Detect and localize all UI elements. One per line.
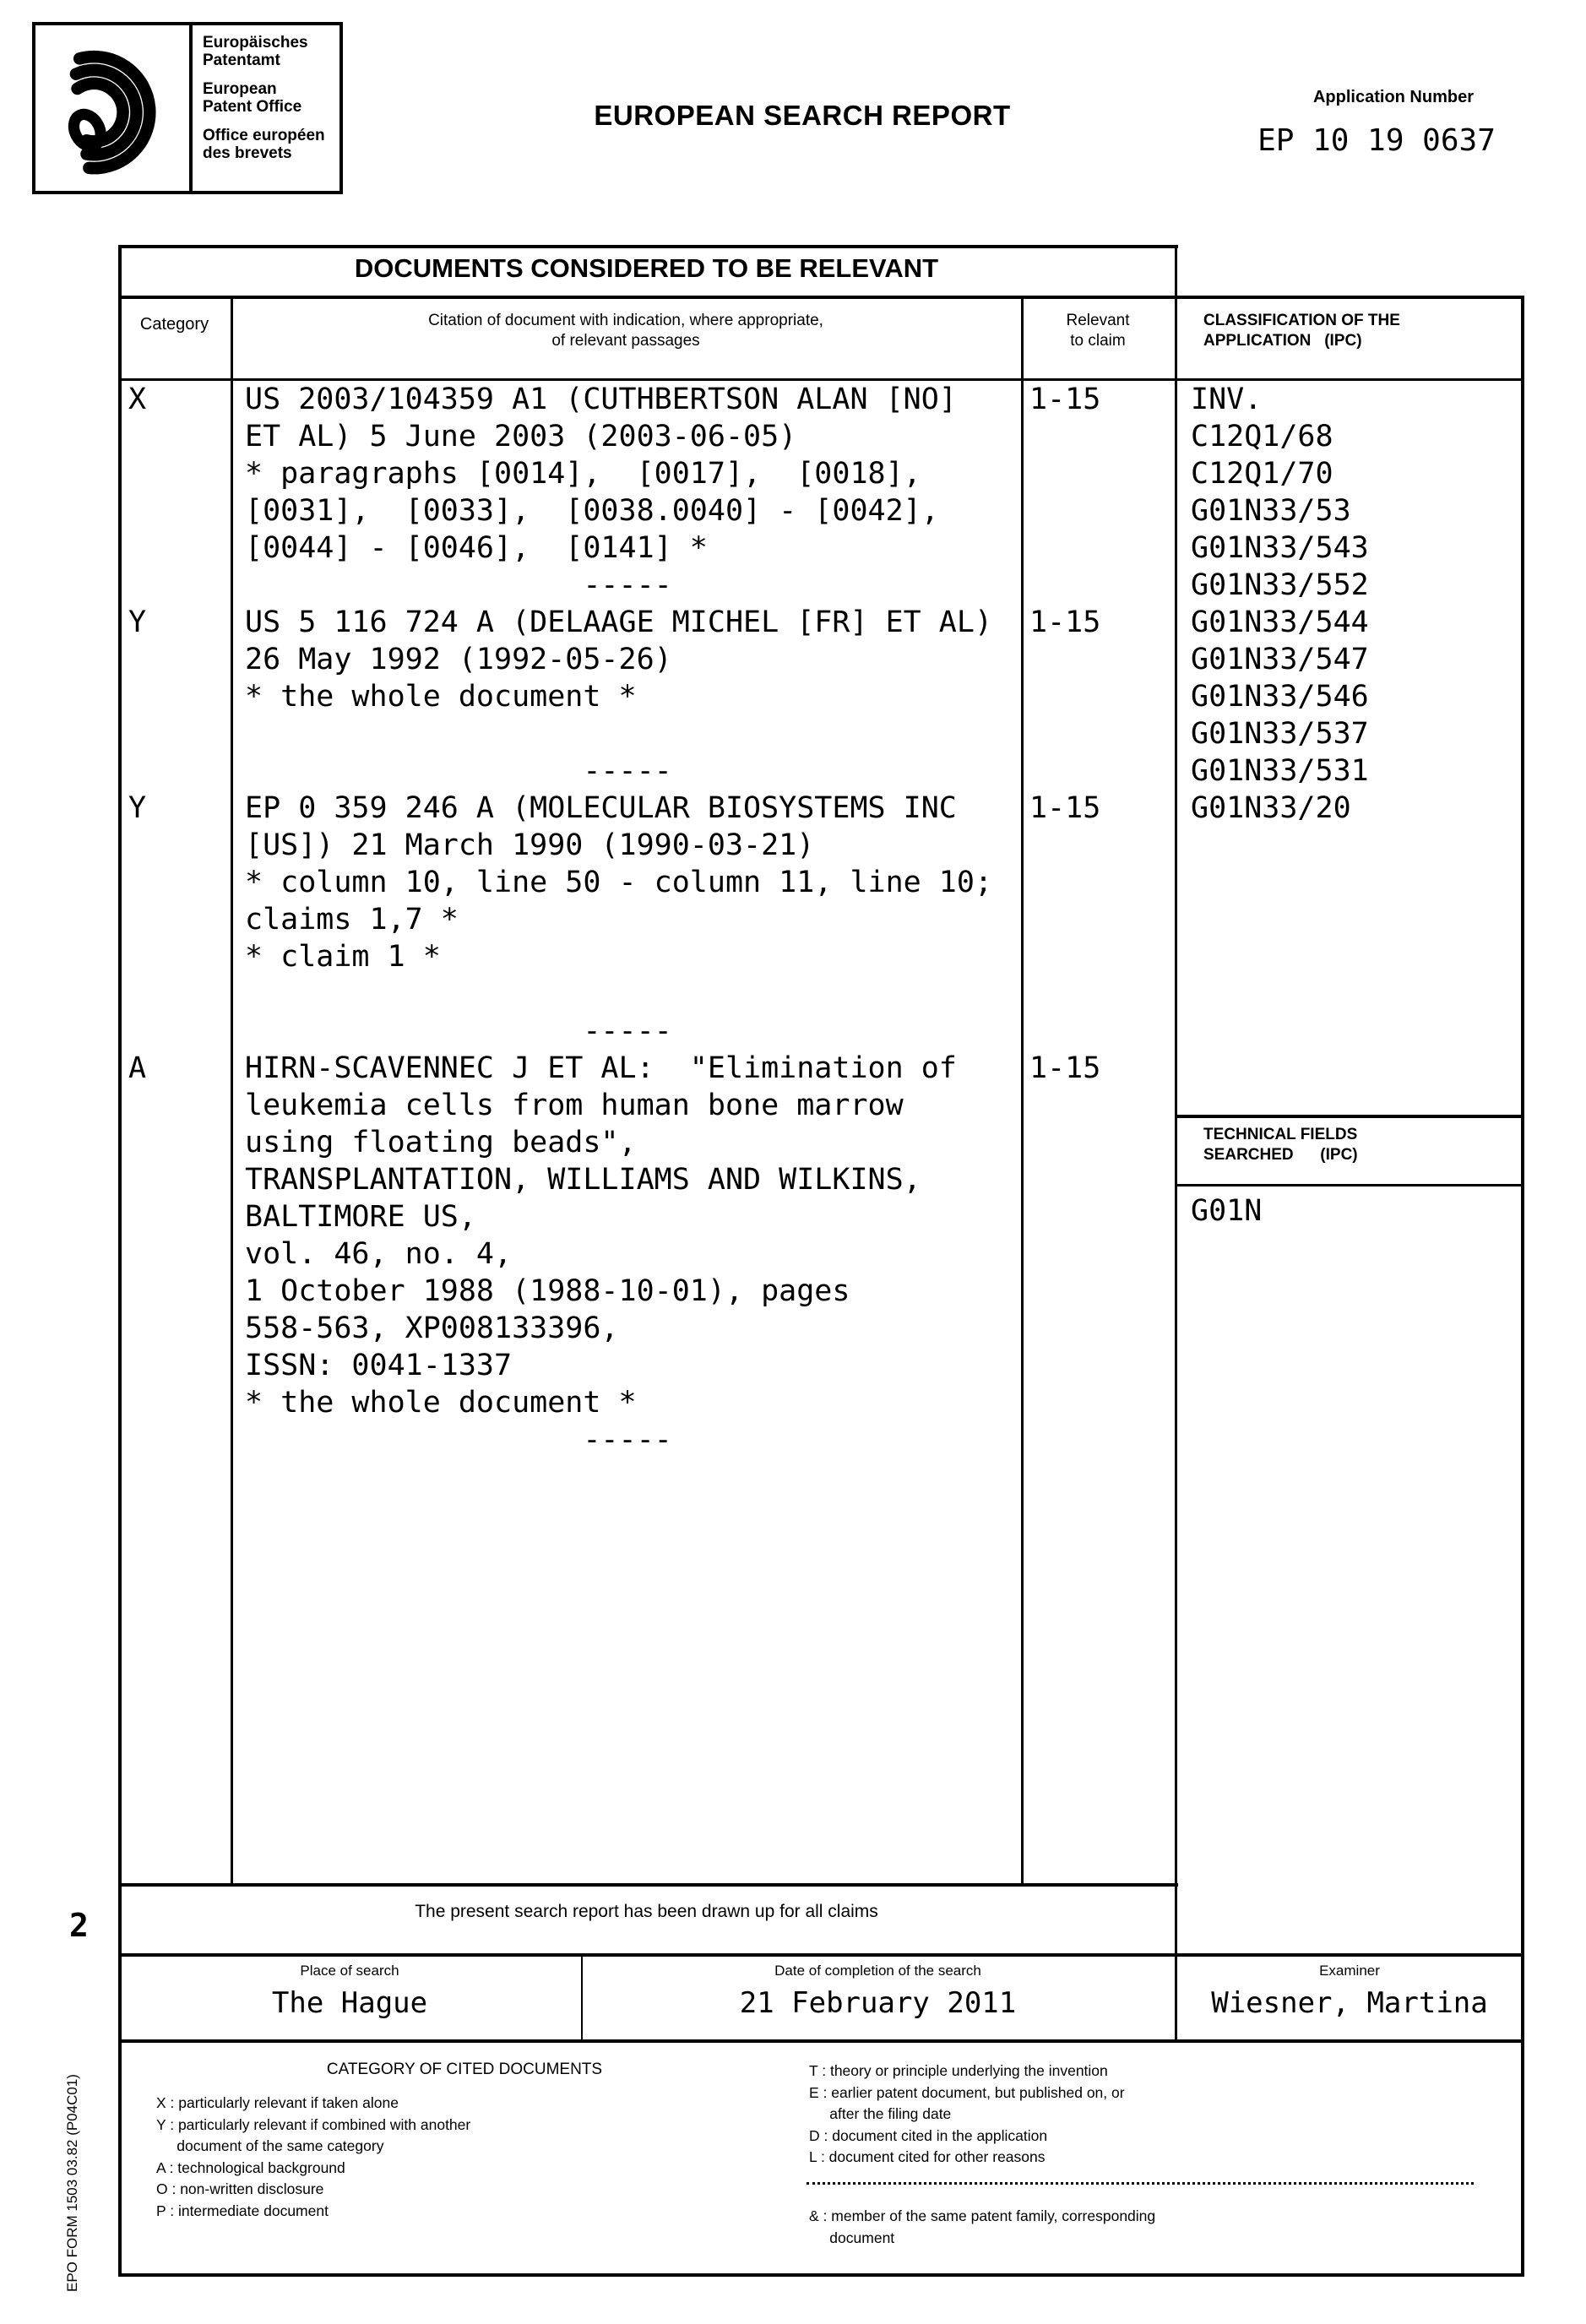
application-number-label: Application Number: [1312, 88, 1474, 106]
line-legend-bottom: [118, 2273, 1524, 2277]
relevant-claim-column-values: 1-15 1-15 1-15 1-15: [1029, 383, 1101, 1085]
epo-logo-box: [32, 22, 343, 194]
category-column-values: X Y Y A: [128, 383, 147, 1085]
line-table-top: [118, 245, 1178, 248]
line-relevant-divider: [1021, 296, 1024, 1883]
column-header-category: Category: [139, 315, 209, 334]
legend-family-item: & : member of the same patent family, corresponding document: [809, 2207, 1156, 2246]
legend-dotted-divider: [807, 2182, 1474, 2185]
epo-logo-glyph-cell: [35, 25, 193, 191]
column-header-citation: Citation of document with indication, where appropriate, of relevant passages: [428, 312, 823, 350]
column-header-relevant: Relevant to claim: [1066, 312, 1130, 350]
date-of-completion-label: Date of completion of the search: [774, 1963, 981, 1979]
documents-table-title: DOCUMENTS CONSIDERED TO BE RELEVANT: [354, 253, 939, 283]
citation-column-values: US 2003/104359 A1 (CUTHBERTSON ALAN [NO] ET AL) 5 June 2003 (2003-06-05) * paragraphs [0014], [0017], [0018], [0031], [0033], [0038.0040] - [0042], [0044] - [0046], [0141] * ----- US 5 116 724 A (DELAAGE MICHEL [FR] ET AL) 26 May 1992 (1992-05-26) * the whole document * ----- EP 0 359 246 A (MOLECULAR BIOSYSTEMS INC [US]) 21 March 1990 (1990-03-21) * column 10, line 50 - column 11, line 10; claims 1,7 * * claim 1 * ----- HIRN-SCAVENNEC J ET AL: "Elimination of leukemia cells from human bone marrow using floating beads", TRANSPLANTATION, WILLIAMS AND WILKINS, BALTIMORE US, vol. 46, no. 4, 1 October 1988 (1988-10-01), pages 558-563, XP008133396, ISSN: 0041-1337 * the whole document * -----: [245, 383, 993, 1457]
logo-name-english: European Patent Office: [203, 80, 302, 116]
application-number-value: EP 10 19 0637: [1257, 123, 1496, 158]
line-techfields-bottom: [1175, 1184, 1524, 1186]
report-title: EUROPEAN SEARCH REPORT: [594, 100, 1011, 131]
classification-codes: INV. C12Q1/68 C12Q1/70 G01N33/53 G01N33/543 G01N33/552 G01N33/544 G01N33/547 G01N33/546 G01N33/537 G01N33/531 G01N33/20: [1191, 383, 1369, 825]
line-right-border: [1521, 296, 1524, 2277]
line-legend-top: [118, 2039, 1524, 2043]
epo-swirl-icon: [49, 39, 176, 178]
date-of-completion-value: 21 February 2011: [739, 1986, 1017, 2020]
legend-reference-items: T : theory or principle underlying the invention E : earlier patent document, but published on, or after the filing date D : document cited in the application L : document cited for other reasons: [809, 2062, 1125, 2165]
column-header-classification: CLASSIFICATION OF THE APPLICATION (IPC): [1203, 312, 1400, 350]
line-footer-top: [118, 1953, 1524, 1957]
line-category-divider: [231, 296, 233, 1883]
line-techfields-top: [1175, 1115, 1524, 1118]
examiner-label: Examiner: [1319, 1963, 1380, 1979]
epo-form-id-vertical: EPO FORM 1503 03.82 (P04C01): [64, 2074, 80, 2292]
technical-fields-value: G01N: [1191, 1194, 1263, 1228]
technical-fields-label: TECHNICAL FIELDS SEARCHED (IPC): [1203, 1126, 1358, 1164]
place-of-search-value: The Hague: [271, 1986, 428, 2020]
line-title-bottom: [118, 296, 1524, 299]
logo-name-german: Europäisches Patentamt: [203, 34, 308, 69]
page-number: 2: [69, 1907, 89, 1944]
examiner-value: Wiesner, Martina: [1211, 1986, 1488, 2020]
legend-category-items: X : particularly relevant if taken alone Y : particularly relevant if combined with another document of the same category A : technological background O : non-written disclosure P : intermediate document: [156, 2094, 471, 2219]
place-of-search-label: Place of search: [300, 1963, 399, 1979]
logo-name-french: Office européen des brevets: [203, 127, 325, 162]
legend-title: CATEGORY OF CITED DOCUMENTS: [326, 2061, 603, 2078]
line-drawnup-top: [118, 1883, 1178, 1887]
epo-logo-text-cell: [193, 25, 339, 191]
drawn-up-statement: The present search report has been drawn up for all claims: [415, 1902, 878, 1921]
line-classification-divider: [1175, 245, 1177, 2039]
